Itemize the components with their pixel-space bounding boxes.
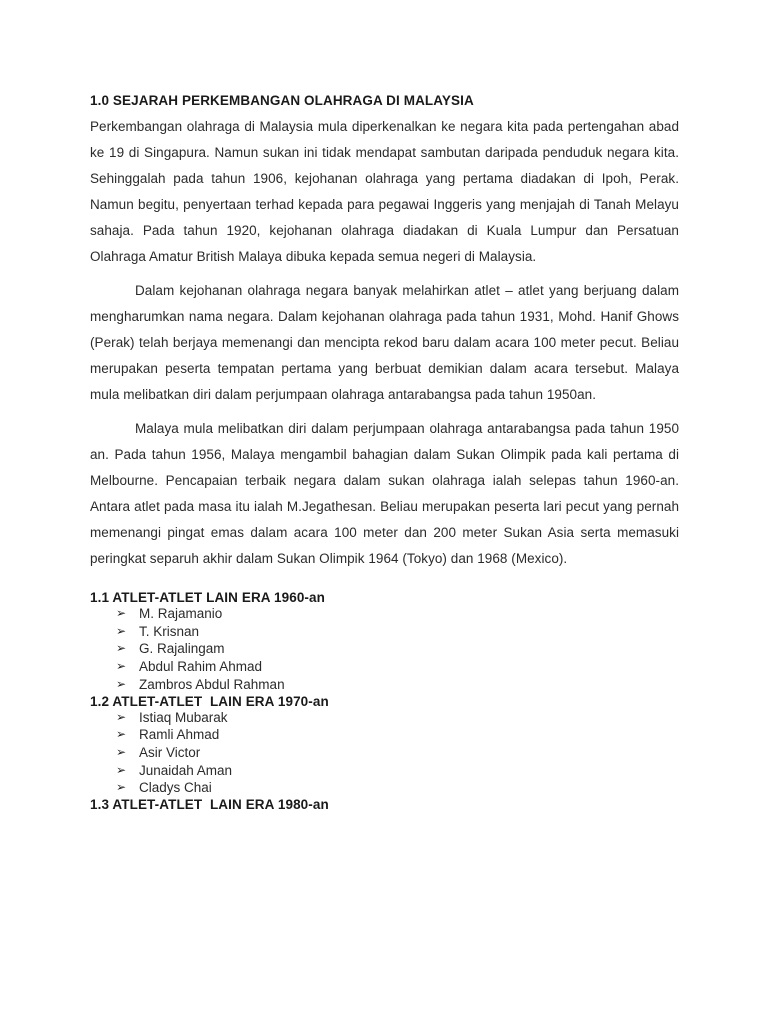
list-item: [116, 762, 679, 780]
paragraph-intro: Perkembangan olahraga di Malaysia mula diperkenalkan ke negara kita pada pertengahan abad ke 19 di Singapura. Namun sukan ini tidak mendapat sambutan daripada penduduk negara kita. Sehinggalah pada tahun 1906, kejohanan olahraga yang pertama diadakan di Ipoh, Perak. Namun begitu, penyertaan terhad kepada para pegawai Inggeris yang menjajah di Tanah Melayu sahaja. Pada tahun 1920, kejohanan olahraga diadakan di Kuala Lumpur dan Persatuan Olahraga Amatur British Malaya dibuka kepada semua negeri di Malaysia.: [90, 119, 679, 264]
list-item: [116, 676, 679, 694]
athlete-name: Asir Victor: [139, 744, 201, 760]
section-heading-1980: 1.3 ATLET-ATLET LAIN ERA 1980-an: [90, 797, 329, 813]
list-item: [116, 658, 679, 676]
list-item: [116, 623, 679, 641]
section-heading-1970: 1.2 ATLET-ATLET LAIN ERA 1970-an: [90, 693, 329, 709]
list-item: [116, 744, 679, 762]
arrow-bullet-icon: ➢: [116, 641, 127, 656]
arrow-bullet-icon: ➢: [116, 762, 127, 777]
athlete-list-1960: [90, 605, 679, 694]
arrow-bullet-icon: ➢: [116, 659, 127, 674]
list-item: [116, 640, 679, 658]
athlete-name: Abdul Rahim Ahmad: [139, 659, 263, 675]
athlete-name: Zambros Abdul Rahman: [139, 676, 285, 692]
document-content: [90, 93, 679, 812]
arrow-bullet-icon: ➢: [116, 744, 127, 759]
arrow-bullet-icon: ➢: [116, 623, 127, 638]
athlete-name: Istiaq Mubarak: [139, 709, 228, 725]
athlete-name: Ramli Ahmad: [139, 727, 220, 743]
athlete-name: T. Krisnan: [139, 623, 200, 639]
list-item: [116, 709, 679, 727]
arrow-bullet-icon: ➢: [116, 780, 127, 795]
list-item: [116, 726, 679, 744]
athlete-list-1970: [90, 709, 679, 798]
athlete-name: Junaidah Aman: [139, 762, 233, 778]
main-heading: 1.0 SEJARAH PERKEMBANGAN OLAHRAGA DI MALAYSIA: [90, 93, 474, 108]
athlete-name: M. Rajamanio: [139, 606, 223, 621]
arrow-bullet-icon: ➢: [116, 606, 127, 620]
paragraph-athletes: Dalam kejohanan olahraga negara banyak melahirkan atlet – atlet yang berjuang dalam mengharumkan nama negara. Dalam kejohanan olahraga pada tahun 1931, Mohd. Hanif Ghows (Perak) telah berjaya memenangi dan mencipta rekod baru dalam acara 100 meter pecut. Beliau merupakan peserta tempatan pertama yang berbuat demikian dalam acara tersebut. Malaya mula melibatkan diri dalam perjumpaan olahraga antarabangsa pada tahun 1950an.: [90, 283, 679, 402]
list-item: [116, 779, 679, 797]
arrow-bullet-icon: ➢: [116, 676, 127, 691]
arrow-bullet-icon: ➢: [116, 709, 127, 724]
section-heading-1960: 1.1 ATLET-ATLET LAIN ERA 1960-an: [90, 590, 325, 605]
athlete-name: G. Rajalingam: [139, 641, 225, 657]
list-item: [116, 605, 679, 623]
paragraph-international: Malaya mula melibatkan diri dalam perjumpaan olahraga antarabangsa pada tahun 1950 an. Pada tahun 1956, Malaya mengambil bahagian dalam Sukan Olimpik pada kali pertama di Melbourne. Pencapaian terbaik negara dalam sukan olahraga ialah selepas tahun 1960-an. Antara atlet pada masa itu ialah M.Jegathesan. Beliau merupakan peserta lari pecut yang pernah memenangi pingat emas dalam acara 100 meter dan 200 meter Sukan Asia serta memasuki peringkat separuh akhir dalam Sukan Olimpik 1964 (Tokyo) dan 1968 (Mexico).: [90, 421, 679, 566]
athlete-name: Cladys Chai: [139, 780, 212, 796]
arrow-bullet-icon: ➢: [116, 727, 127, 742]
